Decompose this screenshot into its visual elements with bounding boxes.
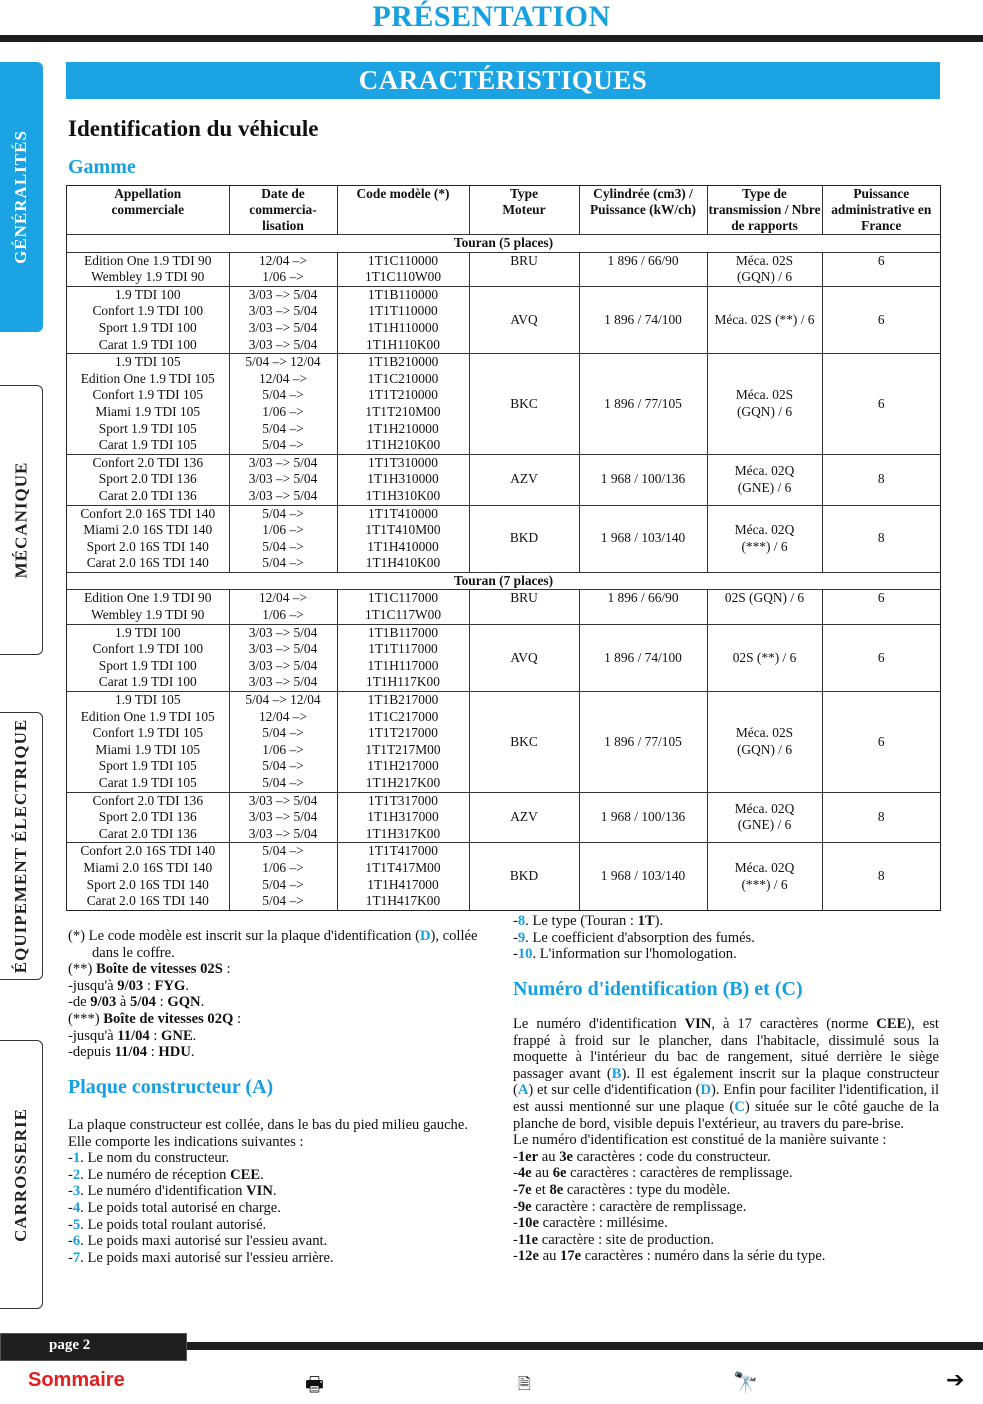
page-zoom-icon[interactable]: 🗎 <box>518 1374 531 1393</box>
heading-identification: Identification du véhicule <box>68 116 319 141</box>
tab-label: GÉNÉRALITÉS <box>11 130 31 264</box>
list-item: -11e caractère : site de production. <box>513 1231 714 1248</box>
cell-transmission: Méca. 02Q (GNE) / 6 <box>707 792 822 843</box>
cell-code: 1T1H117K00 <box>337 674 469 691</box>
cell-code: 1T1H117000 <box>337 658 469 675</box>
cell-appellation: Confort 1.9 TDI 105 <box>92 387 204 403</box>
col-header: Appellation commerciale <box>111 186 185 217</box>
page-title: PRÉSENTATION <box>372 0 611 33</box>
cell-cylindree: 1 968 / 103/140 <box>579 843 707 910</box>
note-line: (**) Boîte de vitesses 02S : <box>68 961 231 978</box>
binoculars-icon[interactable]: 🔭 <box>733 1370 758 1394</box>
cell-code: 1T1H310000 <box>337 471 469 488</box>
cell-transmission: Méca. 02S (GQN) / 6 <box>707 692 822 793</box>
table-row <box>67 354 940 371</box>
list-item: -5. Le poids total roulant autorisé. <box>68 1216 267 1233</box>
cell-code: 1T1T110000 <box>337 303 469 320</box>
table-row <box>67 792 940 809</box>
cell-cylindree: 1 896 / 74/100 <box>579 286 707 353</box>
cell-appellation: Carat 2.0 16S TDI 140 <box>86 893 209 909</box>
tab-label: CARROSSERIE <box>11 1107 30 1242</box>
cell-appellation: Miami 2.0 16S TDI 140 <box>83 859 213 875</box>
cell-cylindree: 1 968 / 103/140 <box>579 505 707 572</box>
cell-date: 1/06 –> <box>229 607 337 624</box>
cell-puissance-admin: 8 <box>822 792 940 843</box>
cell-appellation: 1.9 TDI 105 <box>67 692 229 709</box>
cell-date: 3/03 –> 5/04 <box>229 809 337 826</box>
col-header: Type Moteur <box>469 186 579 235</box>
cell-appellation: Confort 2.0 16S TDI 140 <box>67 843 229 860</box>
cell-date: 5/04 –> <box>229 421 337 438</box>
cell-transmission: Méca. 02Q (***) / 6 <box>707 505 822 572</box>
cell-appellation: Miami 1.9 TDI 105 <box>95 403 201 419</box>
heading-gamme: Gamme <box>68 156 136 178</box>
table-row <box>67 454 940 471</box>
cell-appellation: Sport 2.0 TDI 136 <box>98 809 197 825</box>
tab-label: MÉCANIQUE <box>11 461 31 579</box>
cell-cylindree: 1 968 / 100/136 <box>579 454 707 505</box>
cell-date: 12/04 –> <box>229 252 337 269</box>
cell-date: 3/03 –> 5/04 <box>229 286 337 303</box>
cell-puissance-admin: 6 <box>822 692 940 793</box>
cell-date: 3/03 –> 5/04 <box>229 674 337 691</box>
cell-date: 5/04 –> <box>229 843 337 860</box>
table-row <box>67 843 940 860</box>
cell-moteur: AZV <box>469 454 579 505</box>
paragraph: Le numéro d'identification VIN, à 17 caractères (norme CEE), est frappé à froid sur le plancher, dans l'habitacle, dissimulé sous la moquette à l'intérieur du bac de rangement, situé derrière le siège passager avant (B). Il est également inscrit sur la plaque constructeur (A) et sur celle d'identification (D). Enfin pour faciliter l'identification, il est aussi mentionné sur une plaque (C) située sur le côté gauche de la planche de bord, visible depuis l'extérieur, au travers du pare-brise. <box>513 1016 940 1132</box>
table-row <box>67 505 940 522</box>
cell-code: 1T1H110000 <box>337 320 469 337</box>
cell-puissance-admin: 8 <box>822 505 940 572</box>
cell-date: 12/04 –> <box>229 590 337 607</box>
cell-puissance-admin: 8 <box>822 454 940 505</box>
cell-date: 3/03 –> 5/04 <box>229 320 337 337</box>
cell-cylindree: 1 896 / 66/90 <box>579 252 707 286</box>
cell-appellation: Edition One 1.9 TDI 105 <box>80 708 215 724</box>
cell-date: 1/06 –> <box>229 404 337 421</box>
cell-date: 5/04 –> <box>229 387 337 404</box>
cell-appellation: Edition One 1.9 TDI 90 <box>84 252 212 268</box>
footer-nav <box>0 1366 983 1396</box>
cell-code: 1T1H217000 <box>337 758 469 775</box>
list-item: -7. Le poids maxi autorisé sur l'essieu arrière. <box>68 1249 334 1266</box>
heading-plaque-constructeur: Plaque constructeur (A) <box>68 1076 274 1098</box>
cell-appellation: 1.9 TDI 100 <box>67 624 229 641</box>
cell-code: 1T1T210M00 <box>337 404 469 421</box>
cell-moteur: AZV <box>469 792 579 843</box>
cell-appellation: Wembley 1.9 TDI 90 <box>91 607 205 623</box>
cell-code: 1T1C110000 <box>337 252 469 269</box>
table-row <box>67 252 940 269</box>
list-item: -4. Le poids total autorisé en charge. <box>68 1199 281 1216</box>
cell-date: 5/04 –> <box>229 555 337 572</box>
cell-moteur: BKD <box>469 843 579 910</box>
cell-date: 3/03 –> 5/04 <box>229 471 337 488</box>
cell-code: 1T1H217K00 <box>337 775 469 792</box>
cell-appellation: 1.9 TDI 100 <box>67 286 229 303</box>
cell-code: 1T1H110K00 <box>337 337 469 354</box>
list-item: -9e caractère : caractère de remplissage. <box>513 1198 747 1215</box>
cell-date: 5/04 –> <box>229 893 337 910</box>
section-title: Touran (5 places) <box>67 235 940 253</box>
cell-date: 3/03 –> 5/04 <box>229 488 337 505</box>
sommaire-link[interactable]: Sommaire <box>28 1369 125 1391</box>
cell-date: 3/03 –> 5/04 <box>229 641 337 658</box>
cell-date: 5/04 –> 12/04 <box>229 354 337 371</box>
cell-transmission: 02S (**) / 6 <box>707 624 822 691</box>
section-band: CARACTÉRISTIQUES <box>66 62 940 99</box>
cell-date: 3/03 –> 5/04 <box>229 303 337 320</box>
cell-code: 1T1T210000 <box>337 387 469 404</box>
cell-cylindree: 1 896 / 74/100 <box>579 624 707 691</box>
cell-date: 3/03 –> 5/04 <box>229 624 337 641</box>
cell-puissance-admin: 6 <box>822 286 940 353</box>
cell-date: 5/04 –> <box>229 758 337 775</box>
list-item: -4e au 6e caractères : caractères de remplissage. <box>513 1165 793 1182</box>
list-item: -2. Le numéro de réception CEE. <box>68 1166 264 1183</box>
cell-cylindree: 1 896 / 77/105 <box>579 692 707 793</box>
cell-code: 1T1H410000 <box>337 539 469 556</box>
cell-date: 5/04 –> 12/04 <box>229 692 337 709</box>
cell-date: 3/03 –> 5/04 <box>229 792 337 809</box>
cell-date: 5/04 –> <box>229 437 337 454</box>
cell-code: 1T1H410K00 <box>337 555 469 572</box>
cell-moteur: BKC <box>469 692 579 793</box>
list-item: -10e caractère : millésime. <box>513 1215 668 1232</box>
cell-code: 1T1T410M00 <box>337 522 469 539</box>
cell-appellation: Carat 2.0 TDI 136 <box>98 487 197 503</box>
cell-code: 1T1H317000 <box>337 809 469 826</box>
page-number: page 2 <box>49 1337 91 1353</box>
cell-appellation: Carat 1.9 TDI 105 <box>98 437 197 453</box>
cell-date: 3/03 –> 5/04 <box>229 454 337 471</box>
cell-appellation: Confort 2.0 TDI 136 <box>67 454 229 471</box>
cell-moteur: BKD <box>469 505 579 572</box>
cell-appellation: Carat 1.9 TDI 100 <box>98 674 197 690</box>
section-row <box>67 572 940 590</box>
cell-code: 1T1B210000 <box>337 354 469 371</box>
cell-date: 3/03 –> 5/04 <box>229 826 337 843</box>
cell-appellation: Carat 1.9 TDI 100 <box>98 336 197 352</box>
list-item: -8. Le type (Touran : 1T). <box>513 913 664 929</box>
note-line: -de 9/03 à 5/04 : GQN. <box>68 994 205 1011</box>
cell-code: 1T1B110000 <box>337 286 469 303</box>
cell-code: 1T1T417000 <box>337 843 469 860</box>
cell-code: 1T1T117000 <box>337 641 469 658</box>
cell-transmission: Méca. 02S (GQN) / 6 <box>707 354 822 455</box>
print-icon[interactable]: 🖶 <box>305 1372 324 1396</box>
cell-date: 12/04 –> <box>229 709 337 726</box>
heading-numero-identification: Numéro d'identification (B) et (C) <box>513 978 803 1000</box>
cell-code: 1T1C117000 <box>337 590 469 607</box>
cell-appellation: Confort 1.9 TDI 105 <box>92 725 204 741</box>
paragraph: Elle comporte les indications suivantes : <box>68 1133 304 1150</box>
col-header: Type de transmission / Nbre de rapports <box>708 186 821 233</box>
list-item: -12e au 17e caractères : numéro dans la série du type. <box>513 1248 826 1265</box>
top-divider <box>0 35 983 42</box>
cell-appellation: Carat 1.9 TDI 105 <box>98 775 197 790</box>
plaque-items-continued <box>513 913 939 963</box>
cell-transmission: 02S (GQN) / 6 <box>707 590 822 624</box>
cell-appellation: Carat 2.0 TDI 136 <box>98 825 197 841</box>
cell-appellation: Sport 1.9 TDI 100 <box>98 319 197 335</box>
cell-appellation: 1.9 TDI 105 <box>67 354 229 371</box>
tab-generalites[interactable] <box>0 62 43 332</box>
cell-code: 1T1T317000 <box>337 792 469 809</box>
cell-appellation: Sport 1.9 TDI 105 <box>98 420 197 436</box>
cell-code: 1T1B217000 <box>337 692 469 709</box>
cell-transmission: Méca. 02S (**) / 6 <box>707 286 822 353</box>
tab-carrosserie[interactable] <box>0 1040 43 1309</box>
cell-code: 1T1H210K00 <box>337 437 469 454</box>
cell-transmission: Méca. 02S (GQN) / 6 <box>707 252 822 286</box>
cell-date: 1/06 –> <box>229 860 337 877</box>
col-header: Puissance administrative en France <box>822 186 940 235</box>
cell-code: 1T1C110W00 <box>337 269 469 286</box>
tab-equipement-electrique[interactable] <box>0 712 43 980</box>
cell-cylindree: 1 896 / 66/90 <box>579 590 707 624</box>
cell-code: 1T1T310000 <box>337 454 469 471</box>
list-item: -7e et 8e caractères : type du modèle. <box>513 1181 731 1198</box>
side-tabs <box>0 62 44 1308</box>
cell-code: 1T1T417M00 <box>337 860 469 877</box>
cell-cylindree: 1 896 / 77/105 <box>579 354 707 455</box>
page-number-box <box>0 1333 187 1361</box>
cell-date: 3/03 –> 5/04 <box>229 658 337 675</box>
section-title: Touran (7 places) <box>67 572 940 590</box>
cell-date: 1/06 –> <box>229 269 337 286</box>
cell-moteur: BRU <box>469 590 579 624</box>
list-item: -9. Le coefficient d'absorption des fumés. <box>513 929 755 946</box>
cell-date: 3/03 –> 5/04 <box>229 337 337 354</box>
cell-appellation: Carat 2.0 16S TDI 140 <box>86 555 209 571</box>
table-header-row <box>67 186 940 235</box>
cell-code: 1T1C210000 <box>337 371 469 388</box>
cell-appellation: Sport 2.0 16S TDI 140 <box>86 876 209 892</box>
cell-appellation: Edition One 1.9 TDI 90 <box>84 590 212 606</box>
cell-date: 5/04 –> <box>229 539 337 556</box>
cell-puissance-admin: 6 <box>822 624 940 691</box>
cell-transmission: Méca. 02Q (GNE) / 6 <box>707 454 822 505</box>
table-row <box>67 286 940 303</box>
cell-code: 1T1H417000 <box>337 877 469 894</box>
cell-appellation: Confort 2.0 TDI 136 <box>67 792 229 809</box>
cell-appellation: Wembley 1.9 TDI 90 <box>91 269 205 285</box>
cell-appellation: Sport 1.9 TDI 100 <box>98 657 197 673</box>
list-item: -1er au 3e caractères : code du constructeur. <box>513 1148 771 1165</box>
table-notes <box>68 928 498 1061</box>
paragraph: La plaque constructeur est collée, dans le bas du pied milieu gauche. <box>68 1117 468 1133</box>
cell-moteur: AVQ <box>469 286 579 353</box>
cell-date: 5/04 –> <box>229 775 337 792</box>
vin-text <box>513 1016 939 1265</box>
cell-code: 1T1T217000 <box>337 725 469 742</box>
cell-puissance-admin: 6 <box>822 252 940 286</box>
note-line: -jusqu'à 9/03 : FYG. <box>68 977 190 994</box>
next-arrow-icon[interactable]: ➔ <box>946 1368 965 1393</box>
cell-code: 1T1H317K00 <box>337 826 469 843</box>
cell-appellation: Sport 2.0 TDI 136 <box>98 471 197 487</box>
gamme-table <box>66 185 941 911</box>
note-line: (*) Le code modèle est inscrit sur la plaque d'identification (D), collée dans le coffre. <box>68 928 478 961</box>
table-row <box>67 590 940 607</box>
note-line: (***) Boîte de vitesses 02Q : <box>68 1010 242 1027</box>
cell-puissance-admin: 6 <box>822 590 940 624</box>
col-header: Cylindrée (cm3) / Puissance (kW/ch) <box>579 186 707 235</box>
cell-code: 1T1C217000 <box>337 709 469 726</box>
cell-cylindree: 1 968 / 100/136 <box>579 792 707 843</box>
col-header: Code modèle (*) <box>337 186 469 235</box>
cell-code: 1T1T410000 <box>337 505 469 522</box>
section-row <box>67 235 940 253</box>
list-item: -10. L'information sur l'homologation. <box>513 946 737 963</box>
cell-date: 1/06 –> <box>229 742 337 759</box>
cell-appellation: Confort 2.0 16S TDI 140 <box>67 505 229 522</box>
cell-date: 1/06 –> <box>229 522 337 539</box>
col-header: Date de commercia- lisation <box>229 186 337 235</box>
cell-transmission: Méca. 02Q (***) / 6 <box>707 843 822 910</box>
cell-puissance-admin: 6 <box>822 354 940 455</box>
cell-code: 1T1H310K00 <box>337 488 469 505</box>
cell-appellation: Miami 1.9 TDI 105 <box>95 741 201 757</box>
cell-date: 5/04 –> <box>229 725 337 742</box>
cell-appellation: Confort 1.9 TDI 100 <box>92 641 204 657</box>
cell-appellation: Edition One 1.9 TDI 105 <box>80 370 215 386</box>
cell-date: 12/04 –> <box>229 371 337 388</box>
cell-date: 5/04 –> <box>229 877 337 894</box>
cell-code: 1T1H417K00 <box>337 893 469 910</box>
cell-appellation: Miami 2.0 16S TDI 140 <box>83 522 213 538</box>
cell-code: 1T1C117W00 <box>337 607 469 624</box>
list-item: -1. Le nom du constructeur. <box>68 1150 230 1167</box>
cell-puissance-admin: 8 <box>822 843 940 910</box>
cell-appellation: Confort 1.9 TDI 100 <box>92 303 204 319</box>
cell-date: 5/04 –> <box>229 505 337 522</box>
cell-moteur: BRU <box>469 252 579 286</box>
note-line: -depuis 11/04 : HDU. <box>68 1044 195 1061</box>
plaque-text <box>68 1117 496 1266</box>
table-row <box>67 692 940 709</box>
cell-code: 1T1B117000 <box>337 624 469 641</box>
list-item: -6. Le poids maxi autorisé sur l'essieu avant. <box>68 1233 328 1250</box>
list-item: -3. Le numéro d'identification VIN. <box>68 1183 277 1200</box>
cell-code: 1T1T217M00 <box>337 742 469 759</box>
cell-appellation: Sport 1.9 TDI 105 <box>98 758 197 774</box>
cell-moteur: AVQ <box>469 624 579 691</box>
table-row <box>67 624 940 641</box>
note-line: -jusqu'à 11/04 : GNE. <box>68 1027 197 1044</box>
cell-appellation: Sport 2.0 16S TDI 140 <box>86 538 209 554</box>
paragraph: Le numéro d'identification est constitué de la manière suivante : <box>513 1132 887 1149</box>
cell-code: 1T1H210000 <box>337 421 469 438</box>
tab-label: ÉQUIPEMENT ÉLECTRIQUE <box>11 718 31 974</box>
tab-mecanique[interactable] <box>0 385 43 655</box>
cell-moteur: BKC <box>469 354 579 455</box>
